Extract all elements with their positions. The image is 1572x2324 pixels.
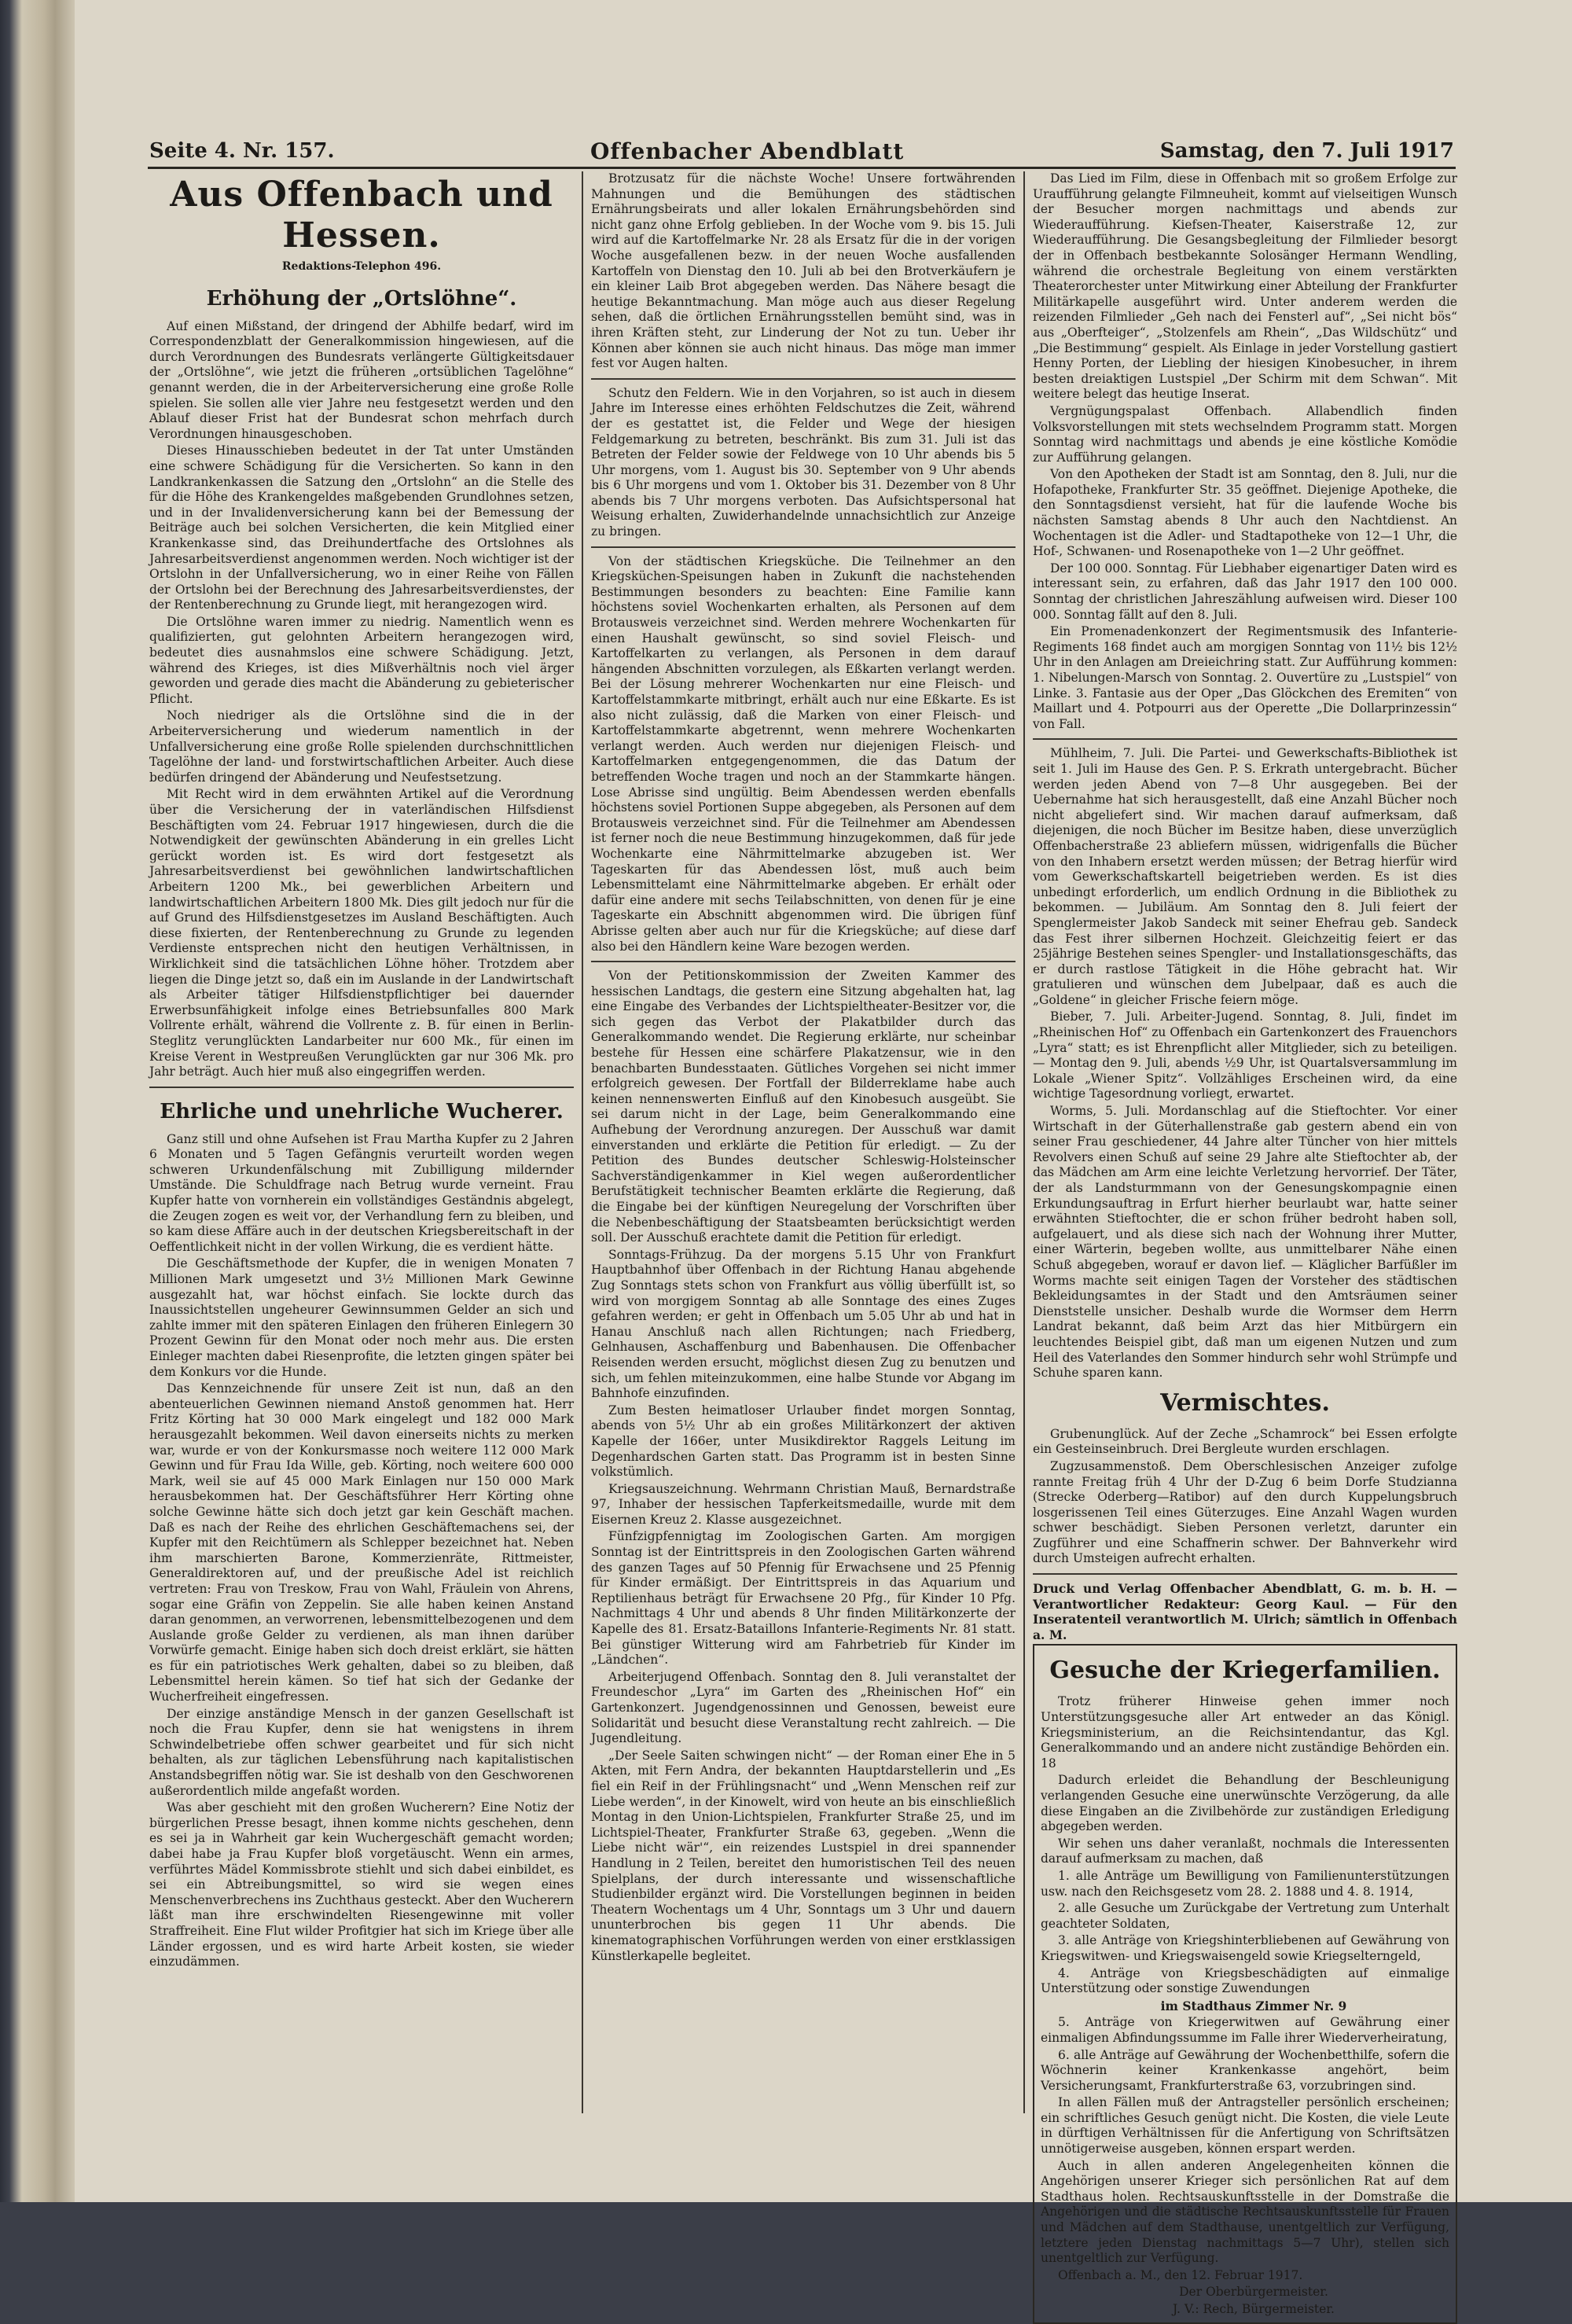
notice-signature: J. V.: Rech, Bürgermeister. bbox=[1173, 2302, 1335, 2316]
paragraph: „Der Seele Saiten schwingen nicht“ — der Roman einer Ehe in 5 Akten, mit Fern Andra, der bekannten Hauptdarstellerin und „Es fiel ein Reif in der Frühlingsnacht“ und „Wenn Menschen reif zur Liebe werden“, in der Kinowelt, wird von heute an bis einschließlich Montag in den Union-Lichtspielen, Frankfurter Straße 25, und im Lichtspiel-Theater, Frankfurter Straße 63, gegeben. „Wenn die Liebe nicht wär'“, ein reizendes Lustspiel in drei spannender Handlung in 2 Teilen, bereitet den humoristischen Teil des neuen Spielplans, der durch interessante und wissenschaftliche Studienbilder ergänzt wird. Die Vorstellungen beginnen in beiden Theatern Wochentags um 4 Uhr, Sonntags um 3 Uhr und dauern ununterbrochen bis gegen 11 Uhr abends. Die kinematographischen Vorführungen werden von einer erstklassigen Künstlerkapelle begleitet. bbox=[591, 1748, 1016, 1963]
redaktion-telephone: Redaktions-Telephon 496. bbox=[281, 260, 442, 273]
paragraph: Noch niedriger als die Ortslöhne sind die in der Arbeiterversicherung und wiederum namentlich in der Unfallversicherung eine große Rolle spielenden durchschnittlichen Tagelöhne der land- und forstwirtschaftlichen Arbeiter. Auch diese bedürfen dringend der Abänderung und Neufestsetzung. bbox=[149, 708, 574, 785]
column-2 bbox=[591, 171, 1016, 2121]
paragraph: Grubenunglück. Auf der Zeche „Schamrock“ bei Essen erfolgte ein Gesteinseinbruch. Drei Bergleute wurden erschlagen. bbox=[1033, 1426, 1457, 1457]
paragraph: Fünfzigpfennigtag im Zoologischen Garten. Am morgigen Sonntag ist der Eintrittspreis in den Zoologischen Garten während des ganzen Tages auf 50 Pfennig für Erwachsene und 25 Pfennig für Kinder ermäßigt. Der Eintrittspreis in das Aquarium und Reptilienhaus beträgt für Erwachsene 20 Pfg., für Kinder 10 Pfg. Nachmittags 4 Uhr und abends 8 Uhr finden Militärkonzerte der Kapelle des 81. Ersatz-Bataillons Infanterie-Regiments Nr. 81 statt. Bei günstiger Witterung wird am Fahrbetrieb für Kinder im „Ländchen“. bbox=[591, 1529, 1016, 1668]
notice-item: 4. Anträge von Kriegsbeschädigten auf einmalige Unterstützung oder sonstige Zuwendungen bbox=[1041, 1965, 1449, 1996]
paragraph: Ganz still und ohne Aufsehen ist Frau Martha Kupfer zu 2 Jahren 6 Monaten und 5 Tagen Gefängnis verurteilt worden wegen schweren Urkundenfälschung mit Zubilligung mildernder Umstände. Die Schuldfrage nach Betrug wurde verneint. Frau Kupfer hatte von vornherein ein vollständiges Geständnis abgelegt, die Zeugen zogen es weit vor, der Verhandlung fern zu bleiben, und so kam diese Affäre auch in der deutschen Kriegsbereitschaft in der Oeffentlichkeit nicht in der vollen Wirkung, die es verdient hätte. bbox=[149, 1131, 574, 1254]
notice-paragraph: Auch in allen anderen Angelegenheiten können die Angehörigen unserer Krieger sich persönlichen Rat auf dem Stadthaus holen. Rechtsauskunftsstelle in der Domstraße die Angehörigen und die städtische Rechtsauskunftsstelle für Frauen und Mädchen auf dem Stadthause, unentgeltlich zur Verfügung, letztere jeden Dienstag nachmittags 5—7 Uhr), stellen sich unentgeltlich zur Verfügung. bbox=[1041, 2158, 1449, 2266]
paragraph: Von der Petitionskommission der Zweiten Kammer des hessischen Landtags, die gestern eine Sitzung abgehalten hat, lag eine Eingabe des Verbandes der Lichtspieltheater-Besitzer vor, die sich gegen das Verbot der Plakatbilder durch das Generalkommando wendet. Die Regierung erklärte, nur scheinbar bestehe für Hessen eine schärfere Plakatzensur, wie in den benachbarten Bundesstaaten. Gütliches Vorgehen sei nicht immer erfolgreich gewesen. Der Fortfall der Bilderreklame habe auch keinen nennenswerten Einfluß auf den Kinobesuch ausgeübt. Sie sei darum nicht in der Lage, beim Generalkommando eine Aufhebung der Verordnung anzuregen. Der Ausschuß war damit einverstanden und erklärte die Petition für erledigt. — Zu der Petition des Bundes deutscher Schleswig-Holsteinscher Sachverständigenkammer in Kiel wegen außerordentlicher Berufstätigkeit technischer Beamten erklärte die Regierung, daß die Eingabe bei der künftigen Neuregelung der Vorschriften über die Nebenbeschäftigung der Staatsbeamten berücksichtigt werden soll. Der Ausschuß erachtete damit die Petition für erledigt. bbox=[591, 969, 1016, 1245]
notice-paragraph: Dadurch erleidet die Behandlung der Beschleunigung verlangenden Gesuche eine unerwünschte Verzögerung, da alle diese Eingaben an die Zivilbehörde zur zuständigen Erledigung abgegeben werden. bbox=[1041, 1773, 1449, 1834]
paragraph: Die Ortslöhne waren immer zu niedrig. Namentlich wenn es qualifizierten, gut gelohnten Arbeitern herangezogen wird, bedeutet dies ausnahmslos eine schwere Schädigung. Jetzt, während des Krieges, ist dies Mißverhältnis noch viel ärger geworden und gerade dies macht die Abänderung zu gebieterischer Pflicht. bbox=[149, 614, 574, 706]
column-1 bbox=[149, 171, 574, 2121]
notice-signature-title: Der Oberbürgermeister. bbox=[1179, 2285, 1328, 2300]
notice-item: 2. alle Gesuche um Zurückgabe der Vertretung zum Unterhalt geachteter Soldaten, bbox=[1041, 1901, 1449, 1931]
paragraph: Ein Promenadenkonzert der Regimentsmusik des Infanterie-Regiments 168 findet auch am morgigen Sonntag von 11½ bis 12½ Uhr in den Anlagen am Dreieichring statt. Zur Aufführung kommen: 1. Nibelungen-Marsch von Sonntag. 2. Ouvertüre zu „Lustspiel“ von Linke. 3. Fantasie aus der Oper „Das Glöckchen des Eremiten“ von Maillart und 4. Potpourri aus der Operette „Die Dollarprinzessin“ von Fall. bbox=[1033, 624, 1457, 731]
divider bbox=[1033, 1573, 1457, 1575]
paragraph: Das Kennzeichnende für unsere Zeit ist nun, daß an den abenteuerlichen Gewinnen niemand Anstoß genommen hat. Herr Fritz Körting hat 30 000 Mark eingelegt und 182 000 Mark herausgezahlt bekommen. Weil davon einerseits nichts zu merken war, wurde er von der Konkursmasse noch weitere 112 000 Mark Gewinn und für Frau Ida Wille, geb. Körting, noch weitere 600 000 Mark, weil sie auf 45 000 Mark Einlagen nur 150 000 Mark herausbekommen hat. Der Geschäftsführer Herr Körting ohne solche Gewinne hätte sich doch jetzt gar kein Geschäft machen. Daß es nach der Reihe des ehrlichen Geschäftemachens sei, der Kupfer mit den Reichtümern als Schlepper bezeichnet hat. Neben ihm marschierten Barone, Kommerzienräte, Rittmeister, Generaldirektoren auf, und der preußische Adel ist reichlich vertreten: Frau von Treskow, Frau von Wahl, Fräulein von Ahrens, sogar eine Gräfin von Zeppelin. Sie alle haben keinen Anstand daran genommen, an verworrenen, lebensmittelbezogenen und dem Auslande große Gelder zu verdienen, als man ihnen darüber Vorwürfe gemacht. Einige haben sich doch dreist erklärt, sie hätten es für ein patriotisches Werk gehalten, dabei so zu bleiben, daß Lebensmittel herein kämen. So tief hat sich der Gedanke der Wucherfreiheit eingefressen. bbox=[149, 1381, 574, 1704]
imprint: Druck und Verlag Offenbacher Abendblatt, G. m. b. H. — Verantwortlicher Redakteur: Georg Kaul. — Für den Inseratenteil verantwortlich M. Ulrich; sämtlich in Offenbach a. M. bbox=[1033, 1581, 1457, 1642]
notice-date: Offenbach a. M., den 12. Februar 1917. bbox=[1058, 2267, 1303, 2282]
paragraph: Der 100 000. Sonntag. Für Liebhaber eigenartiger Daten wird es interessant sein, zu erfahren, daß das Jahr 1917 den 100 000. Sonntag der christlichen Jahreszählung aufweisen wird. Dieser 100 000. Sonntag fällt auf den 8. Juli. bbox=[1033, 561, 1457, 622]
section-headline: Aus Offenbach und Hessen. bbox=[170, 175, 553, 256]
column-rule bbox=[582, 171, 583, 2113]
notice-item: 3. alle Anträge von Kriegshinterbliebenen auf Gewährung von Kriegswitwen- und Kriegswaisengeld sowie Kriegselterngeld, bbox=[1041, 1933, 1449, 1963]
paragraph: Schutz den Feldern. Wie in den Vorjahren, so ist auch in diesem Jahre im Interesse eines erhöhten Feldschutzes die Zeit, während der es gestattet ist, die Felder und Wege der hiesigen Feldgemarkung zu betreten, beschränkt. Bis zum 31. Juli ist das Betreten der Felder sowie der Feldwege von 10 Uhr abends bis 5 Uhr morgens, vom 1. August bis 30. September von 9 Uhr abends bis 6 Uhr morgens und vom 1. Oktober bis 31. Dezember von 8 Uhr abends bis 7 Uhr morgens verboten. Das Aufsichtspersonal hat Weisung erhalten, Zuwiderhandelnde unnachsichtlich zur Anzeige zu bringen. bbox=[591, 385, 1016, 539]
paragraph: Mit Recht wird in dem erwähnten Artikel auf die Verordnung über die Versicherung der in vaterländischen Hilfsdienst Beschäftigten vom 24. Februar 1917 hingewiesen, durch die die Notwendigkeit der gewünschten Abänderung in ein grelles Licht gerückt worden ist. Es wird dort festgesetzt als Jahresarbeitsverdienst bei gewöhnlichen landwirtschaftlichen Arbeitern 1200 Mk., bei gewerblichen Arbeitern und landwirtschaftlichen Arbeitern 1800 Mk. Dies gilt jedoch nur für die auf Grund des Hilfsdienstgesetzes im Ausland Beschäftigten. Auch diese fixierten, der Rentenberechnung zu Grunde zu legenden Verdienste entsprechen nicht den heutigen Verhältnissen, in Wirklichkeit sind die tatsächlichen Löhne höher. Trotzdem aber liegen die Dinge jetzt so, daß ein im Auslande in der Landwirtschaft als Arbeiter tätiger Hilfsdienstpflichtiger bei dauernder Erwerbsunfähigkeit infolge eines Betriebsunfalles 800 Mark Vollrente erhält, während die Vollrente z. B. für einen in Berlin-Steglitz verunglückten Landarbeiter nur 600 Mk., für einen im Kreise Verent in Westpreußen Verunglückten gar nur 306 Mk. pro Jahr beträgt. Auch hier muß also eingegriffen werden. bbox=[149, 787, 574, 1079]
paragraph: Bieber, 7. Juli. Arbeiter-Jugend. Sonntag, 8. Juli, findet im „Rheinischen Hof“ zu Offenbach ein Gartenkonzert des Frauenchors „Lyra“ statt; es ist Ehrenpflicht aller Mitglieder, sich zu beteiligen. — Montag den 9. Juli, abends ½9 Uhr, ist Quartalsversammlung im Lokale „Wiener Spitz“. Vollzähliges Erscheinen wird, da eine wichtige Tagesordnung vorliegt, erwartet. bbox=[1033, 1009, 1457, 1101]
paragraph: Von der städtischen Kriegsküche. Die Teilnehmer an den Kriegsküchen-Speisungen haben in Zukunft die nachstehenden Bestimmungen besonders zu beachten: Eine Familie kann höchstens soviel Wochenkarten erhalten, als Personen auf dem Brotausweis verzeichnet sind. Werden mehrere Wochenkarten für einen Haushalt gewünscht, so sind soviel Fleisch- und Kartoffelkarten zu verlangen, als Personen in dem darauf hängenden Abschnitten vorzulegen, als Eßkarten verlangt werden. Bei der Lösung mehrerer Wochenkarten nur eine Fleisch- und Kartoffelstammkarte mitbringt, erhält auch nur eine Eßkarte. Es ist also nicht zulässig, daß die Marken von einer Fleisch- und Kartoffelstammkarte abgetrennt, wenn mehrere Wochenkarten verlangt werden. Auch werden nur diejenigen Fleisch- und Kartoffelmarken entgegengenommen, die das Datum der betreffenden Woche tragen und noch an der Stammkarte hängen. Lose Abrisse sind ungültig. Beim Abendessen werden ebenfalls höchstens soviel Portionen Suppe abgegeben, als Personen auf dem Brotausweis verzeichnet sind. Für die Teilnehmer am Abendessen ist ferner noch die neue Bestimmung hinzugekommen, daß für jede Wochenkarte eine Nährmittelmarke abzugeben ist. Wer Tageskarten für das Abendessen löst, muß auch beim Lebensmittelamt eine Nährmittelmarke abgeben. Er erhält oder dafür eine andere mit sechs Teilabschnitten, von denen für je eine Tageskarte ein Abschnitt abgenommen wird. Die übrigen fünf Abrisse gelten aber auch nur für die Kriegsküche; auf diese darf also bei den Händlern keine Ware bezogen werden. bbox=[591, 553, 1016, 954]
page-number: Seite 4. Nr. 157. bbox=[149, 139, 335, 163]
divider bbox=[591, 546, 1016, 548]
divider bbox=[1033, 738, 1457, 740]
paragraph: Mühlheim, 7. Juli. Die Partei- und Gewerkschafts-Bibliothek ist seit 1. Juli im Hause des Gen. P. S. Erkrath untergebracht. Bücher werden jeden Abend von 7—8 Uhr ausgegeben. Bei der Uebernahme hat sich herausgestellt, daß eine Anzahl Bücher noch nicht abgeliefert sind. Wir machen darauf aufmerksam, daß diejenigen, die noch Bücher im Besitze haben, diese unverzüglich Offenbacherstraße 23 abliefern müssen, widrigenfalls die Bücher von den Inhabern ersetzt werden müssen; der Betrag hierfür wird vom Gewerkschaftskartell beigetrieben werden. Es ist dies unbedingt erforderlich, um endlich Ordnung in die Bibliothek zu bekommen. — Jubiläum. Am Sonntag den 8. Juli feiert der Spenglermeister Jakob Sandeck mit seiner Ehefrau geb. Sandeck das Fest ihrer silbernen Hochzeit. Gleichzeitig feiert er das 25jährige Bestehen seines Spengler- und Installationsgeschäfts, das er durch rastlose Tätigkeit in die Höhe gebracht hat. Wir gratulieren und wünschen dem Jubelpaar, daß es auch die „Goldene“ in gleicher Frische feiern möge. bbox=[1033, 746, 1457, 1007]
article-title-wucherer: Ehrliche und unehrliche Wucherer. bbox=[160, 1099, 564, 1123]
paragraph: Vergnügungspalast Offenbach. Allabendlich finden Volksvorstellungen mit stets wechselndem Programm statt. Morgen Sonntag wird nachmittags und abends je eine köstliche Komödie zur Aufführung gelangen. bbox=[1033, 403, 1457, 465]
paragraph: Zugzusammenstoß. Dem Oberschlesischen Anzeiger zufolge rannte Freitag früh 4 Uhr der D-Zug 6 beim Dorfe Studzianna (Strecke Oderberg—Ratibor) auf den durch Kuppelungsbruch losgerissenen Teil eines Güterzuges. Eine Anzahl Wagen wurden schwer beschädigt. Sieben Personen verletzt, darunter ein Zugführer und eine Schaffnerin schwer. Der Bahnverkehr wird durch Umsteigen aufrecht erhalten. bbox=[1033, 1458, 1457, 1566]
paragraph: Das Lied im Film, diese in Offenbach mit so großem Erfolge zur Uraufführung gelangte Filmneuheit, kommt auf vielseitigen Wunsch der Besucher morgen nachmittags und abends zur Wiederaufführung. Kiefsen-Theater, Kaiserstraße 12, zur Wiederaufführung. Die Gesangsbegleitung der Filmlieder besorgt der in Offenbach bestbekannte Solosänger Hermann Wendling, während die orchestrale Begleitung von einem verstärkten Theaterorchester unter Mitwirkung einer Abteilung der Frankfurter Militärkapelle ausgeführt wird. Unter anderem werden die reizenden Filmlieder „Geh nach dei Fensterl auf“, „Sei nicht bös“ aus „Oberfteiger“, „Stolzenfels am Rhein“, „Das Wildschütz“ und „Die Bestimmung“ gespielt. Als Einlage in jeder Vorstellung gastiert Henny Porten, der Liebling der hiesigen Kinobesucher, in ihrem besten dreiaktigen Lustspiel „Der Schirm mit dem Schwan“. Mit weitere belegt das heutige Inserat. bbox=[1033, 171, 1457, 402]
paragraph: Der einzige anständige Mensch in der ganzen Gesellschaft ist noch die Frau Kupfer, denn sie hat wenigstens in ihrem Schwindelbetriebe offen schwer gearbeitet und für sich nicht behalten, als zur täglichen Lebensführung nach kapitalistischen Anstandsbegriffen nötig war. Sie ist deshalb von den Geschworenen außerordentlich milde angefaßt worden. bbox=[149, 1706, 574, 1798]
divider bbox=[591, 961, 1016, 962]
notice-paragraph: Trotz früherer Hinweise gehen immer noch Unterstützungsgesuche aller Art entweder an das Königl. Kriegsministerium, an die Reichsintendantur, das Kgl. Generalkommando und an andere nicht zuständige Behörden ein. 18 bbox=[1041, 1694, 1449, 1771]
column-3 bbox=[1033, 171, 1457, 2316]
notice-location: im Stadthaus Zimmer Nr. 9 bbox=[1160, 1998, 1347, 2013]
notice-paragraph: Wir sehen uns daher veranlaßt, nochmals die Interessenten darauf aufmerksam zu machen, daß bbox=[1041, 1836, 1449, 1866]
paragraph: Arbeiterjugend Offenbach. Sonntag den 8. Juli veranstaltet der Freundeschor „Lyra“ im Garten des „Rheinischen Hof“ ein Gartenkonzert. Jugendgenossinnen und Genossen, beweist eure Solidarität und besucht diese Veranstaltung recht zahlreich. — Die Jugendleitung. bbox=[591, 1669, 1016, 1746]
article-title-ortsloehne: Erhöhung der „Ortslöhne“. bbox=[206, 286, 517, 311]
column-rule bbox=[1023, 171, 1025, 2113]
notice-paragraph: In allen Fällen muß der Antragsteller persönlich erscheinen; ein schriftliches Gesuch genügt nicht. Die Kosten, die viele Leute in dürftigen Verhältnissen für die Anfertigung von Schriftsätzen unnötigerweise ausgeben, können erspart werden. bbox=[1041, 2095, 1449, 2157]
notice-item: 1. alle Anträge um Bewilligung von Familienunterstützungen usw. nach den Reichsgesetz vom 28. 2. 1888 und 4. 8. 1914, bbox=[1041, 1868, 1449, 1899]
masthead-rule bbox=[148, 167, 1456, 169]
notice-box bbox=[1033, 1644, 1457, 2323]
paragraph: Die Geschäftsmethode der Kupfer, die in wenigen Monaten 7 Millionen Mark umgesetzt und 3½ Millionen Mark Gewinne ausgezahlt hat, war höchst einfach. Sie lockte durch das Inaussichtstellen ungeheurer Gewinnsummen Gelder an sich und zahlte immer mit den späteren Einlagen den früheren Einlegern 30 Prozent Gewinn für den Monat oder noch mehr aus. Die ersten Einleger machten dabei Riesenprofite, die letzten gingen später bei dem Konkurs vor die Hunde. bbox=[149, 1256, 574, 1379]
section-title-vermischtes: Vermischtes. bbox=[1160, 1388, 1330, 1417]
divider bbox=[591, 378, 1016, 380]
paragraph: Auf einen Mißstand, der dringend der Abhilfe bedarf, wird im Correspondenzblatt der Generalkommission hingewiesen, auf die durch Verordnungen des Bundesrats verlängerte Gültigkeitsdauer der „Ortslöhne“, wie jetzt die früheren „ortsüblichen Tagelöhne“ genannt werden, die in der Arbeiterversicherung eine große Rolle spielen. Sie sollen alle vier Jahre neu festgesetzt werden und den Ablauf dieser Frist hat der Bundesrat schon mehrfach durch Verordnungen hinausgeschoben. bbox=[149, 318, 574, 441]
paragraph: Sonntags-Frühzug. Da der morgens 5.15 Uhr von Frankfurt Hauptbahnhof über Offenbach in der Richtung Hanau abgehende Zug Sonntags stets schon von Frankfurt aus völlig überfüllt ist, so wird von morgigem Sonntag ab alle Sonntage des eines Zuges gefahren werden; er geht in Offenbach um 5.05 Uhr ab und hat in Hanau Anschluß nach allen Richtungen; nach Friedberg, Gelnhausen, Aschaffenburg und Babenhausen. Die Offenbacher Reisenden werden ersucht, möglichst diesen Zug zu benutzen und sich, um fehlen miteinzukommen, eine halbe Stunde vor Abgang im Bahnhofe einzufinden. bbox=[591, 1247, 1016, 1401]
paragraph: Von den Apotheken der Stadt ist am Sonntag, den 8. Juli, nur die Hofapotheke, Frankfurter Str. 35 geöffnet. Diejenige Apotheke, die den Sonntagsdienst versieht, hat für die laufende Woche bis nächsten Samstag abends 8 Uhr auch den Nachtdienst. An Wochentagen ist die Adler- und Stadtapotheke von 12—1 Uhr, die Hof-, Schwanen- und Rosenapotheke von 1—2 Uhr geöffnet. bbox=[1033, 467, 1457, 559]
notice-item: 6. alle Anträge auf Gewährung der Wochenbetthilfe, sofern die Wöchnerin keiner Krankenkasse angehört, beim Versicherungsamt, Frankfurterstraße 63, vorzubringen sind. bbox=[1041, 2047, 1449, 2093]
paragraph: Was aber geschieht mit den großen Wucherern? Eine Notiz der bürgerlichen Presse besagt, ihnen komme nichts geschehen, denn es sei ja in Wahrheit gar kein Wuchergeschäft gemacht worden; dabei habe ja Frau Kupfer bloß vorgetäuscht. Wenn ein armes, verführtes Mädel Kommissbrote stiehlt und sich dabei einbildet, es sei ein Abtreibungsmittel, so wird sie wegen eines Menschenverbrechens ins Zuchthaus gesteckt. Aber den Wucherern läßt man ihre erschwindelten Riesengewinne mit voller Straffreiheit. Eine Flut wilder Profitgier hat sich im Kriege über alle Länder ergossen, und es wird harte Arbeit kosten, sie wieder einzudämmen. bbox=[149, 1800, 574, 1969]
newspaper-title: Offenbacher Abendblatt bbox=[590, 138, 905, 164]
issue-date: Samstag, den 7. Juli 1917 bbox=[1159, 139, 1454, 163]
notice-item: 5. Anträge von Kriegerwitwen auf Gewährung einer einmaligen Abfindungssumme im Falle ihrer Wiederverheiratung, bbox=[1041, 2015, 1449, 2045]
paragraph: Brotzusatz für die nächste Woche! Unsere fortwährenden Mahnungen und die Bemühungen des städtischen Ernährungsbeirats und aller lokalen Ernährungsbehörden sind nicht ganz ohne Erfolg geblieben. In der Woche vom 9. bis 15. Juli wird auf die Kartoffelmarke Nr. 28 als Ersatz für die in der vorigen Woche ausgefallenen bezw. in der neuen Woche ausfallenden Kartoffeln von Dienstag den 10. Juli ab bei den Brotverkäufern je ein kleiner Laib Brot abgegeben werden. Das Nähere besagt die heutige Bekanntmachung. Man möge auch aus dieser Regelung sehen, daß die örtlichen Ernährungsstellen bemüht sind, was in ihren Kräften steht, zur Linderung der Not zu tun. Ueber ihr Können aber können sie auch nicht hinaus. Das möge man immer fest vor Augen halten. bbox=[591, 171, 1016, 371]
notice-title: Gesuche der Kriegerfamilien. bbox=[1049, 1657, 1441, 1685]
paragraph: Worms, 5. Juli. Mordanschlag auf die Stieftochter. Vor einer Wirtschaft in der Güterhallenstraße gab gestern abend ein von seiner Frau geschiedener, 44 Jahre alter Tüncher von hier mittels Revolvers einen Schuß auf seine 29 Jahre alte Stieftochter ab, der das Mädchen am Arm eine leichte Verletzung hervorrief. Der Täter, der als Landsturmmann von der Genesungskompagnie einen Erkundungsauftrag in Erfurt hierher beurlaubt war, hatte seiner erwähnten Stieftochter, die er schon früher bedroht haben soll, aufgelauert, und als diese sich nach der Wohnung ihrer Mutter, einer Wärterin, begeben wollte, aus unmittelbarer Nähe einen Schuß abgegeben, worauf er davon lief. — Kläglicher Barfüßler im Worms machte seit einigen Tagen der Vorsteher des städtischen Bekleidungsamtes in der Stadt und den Amtsräumen seiner Dienststelle unsicher. Deshalb wurde die Wormser dem Herrn Landrat bekannt, daß beim Arzt das hier Mitbürgern ein leuchtendes Beispiel gibt, daß man um eigenen Nutzen und zum Heil des Vaterlandes den Sommer hindurch sehr wohl Strümpfe und Schuhe sparen kann. bbox=[1033, 1104, 1457, 1381]
paragraph: Kriegsauszeichnung. Wehrmann Christian Mauß, Bernardstraße 97, Inhaber der hessischen Tapferkeitsmedaille, wurde mit dem Eisernen Kreuz 2. Klasse ausgezeichnet. bbox=[591, 1481, 1016, 1527]
masthead bbox=[149, 134, 1454, 168]
book-binding bbox=[0, 0, 75, 2202]
paragraph: Zum Besten heimatloser Urlauber findet morgen Sonntag, abends von 5½ Uhr ab ein großes Militärkonzert der aktiven Kapelle der 166er, unter Musikdirektor Raggels Leitung im Degenhardschen Garten statt. Das Programm ist in besten Sinne volkstümlich. bbox=[591, 1403, 1016, 1480]
divider bbox=[149, 1087, 574, 1088]
paragraph: Dieses Hinausschieben bedeutet in der Tat unter Umständen eine schwere Schädigung für die Versicherten. So kann in den Landkrankenkassen die Satzung den „Ortslohn“ an die Stelle des für die Höhe des Krankengeldes maßgebenden Grundlohnes setzen, und in der Invalidenversicherung kann bei der Bemessung der Beiträge auch bei solchen Versicherten, die kein Mitglied einer Krankenkasse sind, das Dreihundertfache des Ortslohnes als Jahresarbeitsverdienst angenommen werden. Noch wichtiger ist der Ortslohn in der Unfallversicherung, wo in einer Reihe von Fällen der Ortslohn bei der Berechnung des Jahresarbeitsverdienstes, der der Rentenberechnung zu Grunde liegt, mit herangezogen wird. bbox=[149, 443, 574, 612]
